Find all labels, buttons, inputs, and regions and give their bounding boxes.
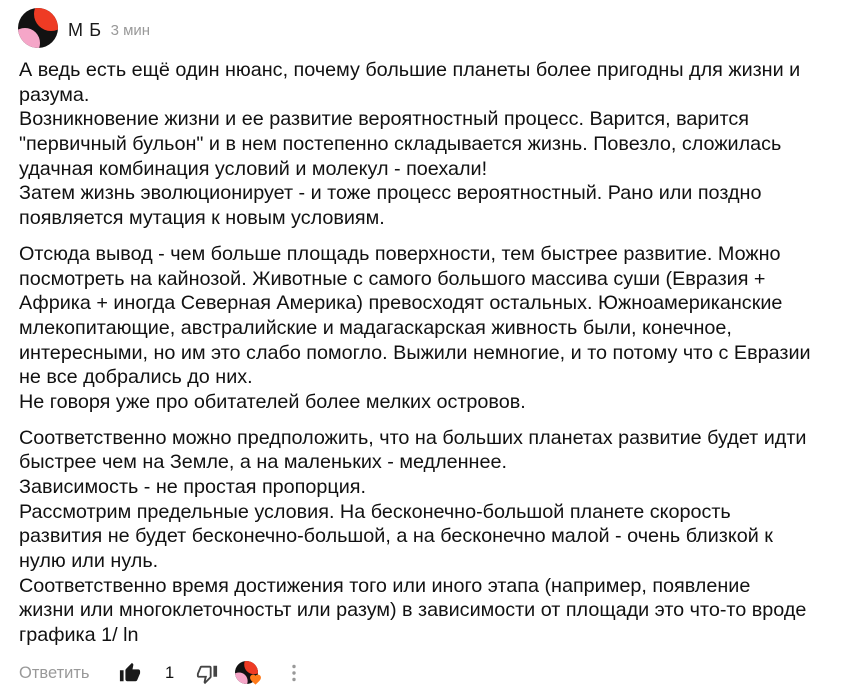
more-dot — [292, 665, 295, 668]
reply-button[interactable]: Ответить — [19, 664, 90, 682]
comment-text-line: быстрее чем на Земле, а на маленьких - медленнее. — [19, 451, 507, 474]
thumbs-up-icon — [119, 662, 141, 684]
comment-text-line: графика 1/ ln — [19, 624, 139, 647]
thumbs-down-shape — [197, 666, 217, 684]
comment-text-line: "первичный бульон" и в нем постепенно складывается жизнь. Повезло, сложилась — [19, 133, 782, 156]
comment-paragraph — [19, 426, 841, 648]
comment-text-line: Рассмотрим предельные условия. На бесконечно-большой планете скорость — [19, 500, 731, 523]
comment-paragraph — [19, 58, 841, 231]
comment-text-line: нулю или нуль. — [19, 550, 159, 573]
more-dot — [292, 678, 295, 681]
comment-text-line: млекопитающие, австралийские и мадагаскарская живность были, конечное, — [19, 316, 732, 339]
comment-paragraph — [19, 242, 841, 415]
more-options-button[interactable] — [289, 663, 299, 683]
comment-text-line: Соответственно время достижения того или иного этапа (например, появление — [19, 574, 751, 597]
heart-icon — [249, 673, 262, 686]
more-vertical-icon — [289, 663, 299, 683]
thumbs-up-shape — [120, 663, 140, 681]
author-avatar[interactable] — [18, 8, 58, 48]
more-dot — [292, 671, 295, 674]
comment-text-line: Возникновение жизни и ее развитие вероятностный процесс. Варится, варится — [19, 108, 749, 131]
comment-text-line: Соответственно можно предположить, что на больших планетах развитие будет идти — [19, 426, 807, 449]
comment-text-line: посмотреть на кайнозой. Животные с самого большого массива суши (Евразия + — [19, 267, 766, 290]
like-count: 1 — [165, 664, 175, 682]
comment-text-line: разума. — [19, 83, 90, 106]
comment-header — [18, 8, 150, 48]
comment-text-line: удачная комбинация условий и молекул - поехали! — [19, 157, 488, 180]
comment-text-line: А ведь есть ещё один нюанс, почему большие планеты более пригодны для жизни и — [19, 59, 801, 81]
comment-text-line: Отсюда вывод - чем больше площадь поверхности, тем быстрее развитие. Можно — [19, 242, 781, 265]
comment-text-line: Зависимость - не простая пропорция. — [19, 476, 366, 498]
avatar-icon — [18, 8, 58, 48]
comment-text-line: Затем жизнь эволюционирует - и тоже процесс вероятностный. Рано или поздно — [19, 182, 762, 205]
comment-text-line: развития не будет бесконечно-большой, а на бесконечно малой - очень близкой к — [19, 525, 773, 548]
author-reaction[interactable] — [235, 661, 263, 687]
comment-body — [19, 58, 841, 648]
comment-text-line: Африка + иногда Северная Америка) превосходят остальных. Южноамериканские — [19, 292, 783, 315]
thumbs-down-icon — [196, 663, 218, 685]
dislike-button[interactable] — [196, 663, 218, 685]
comment-text-line: интересными, но им это слабо помогло. Выжили немногие, и то потому что с Евразии — [19, 341, 811, 364]
comment-text-line: Не говоря уже про обитателей более мелких островов. — [19, 390, 526, 413]
heart-shape — [250, 675, 261, 685]
comment-text-line: появляется мутация к новым условиям. — [19, 207, 385, 230]
author-name[interactable]: М Б — [68, 19, 102, 40]
comment-text-line: жизни или многоклеточностьт или разум) в зависимости от площади это что-то вроде — [19, 599, 807, 622]
comment-time: 3 мин — [110, 21, 151, 39]
like-button[interactable] — [119, 662, 141, 684]
comment-text-line: не все добрались до них. — [19, 366, 253, 389]
